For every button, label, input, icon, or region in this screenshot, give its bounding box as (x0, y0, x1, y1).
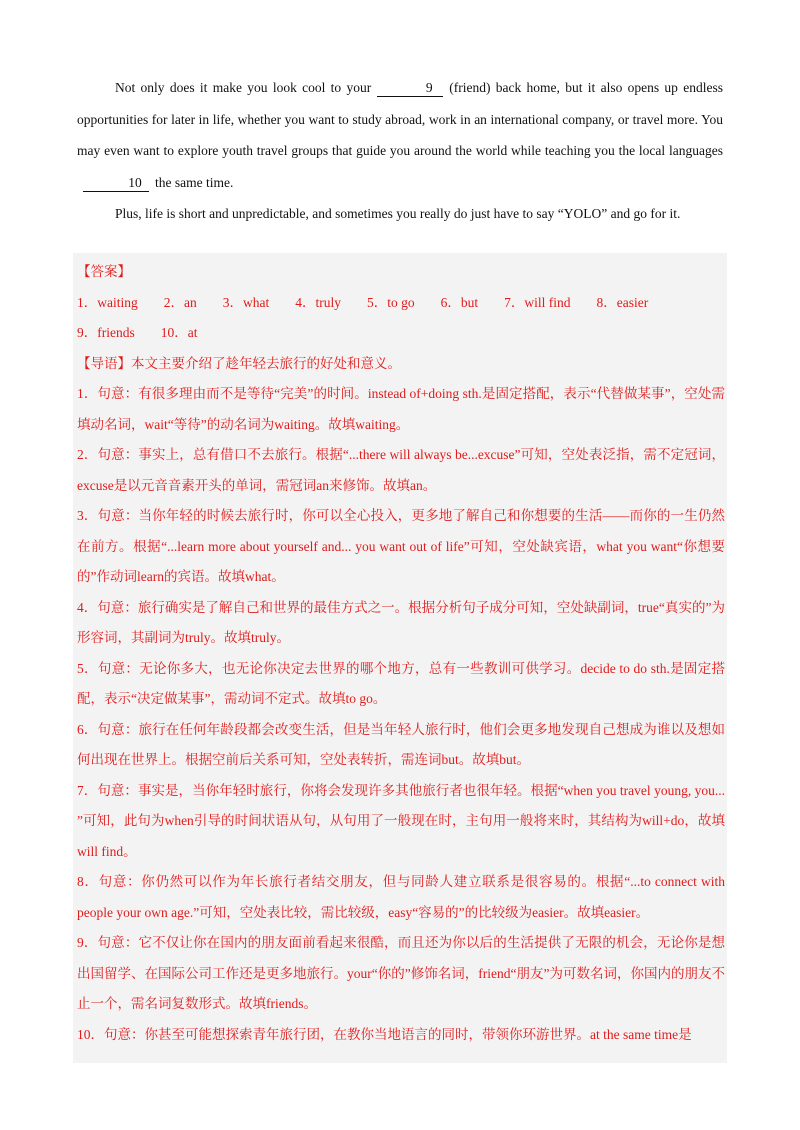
answer-box (73, 253, 727, 1063)
passage-paragraph-2: Plus, life is short and unpredictable, and sometimes you really do just have to say “YOLO” and go for it. (115, 206, 681, 221)
explanation-5: 5．句意：无论你多大，也无论你决定去世界的哪个地方，总有一些教训可供学习。decide to do sth.是固定搭配，表示“决定做某事”，需动词不定式。故填to go。 (77, 660, 725, 706)
passage-paragraph-1 (77, 72, 723, 198)
answer-content (77, 257, 725, 1050)
explanation-1: 1．句意：有很多理由而不是等待“完美”的时间。instead of+doing sth.是固定搭配，表示“代替做某事”，空处需填动名词，wait“等待”的动名词为waiting。故填waiting。 (77, 386, 725, 432)
answer-item: 10．at (160, 325, 198, 340)
answer-item: 6．but (440, 294, 479, 310)
explanation-3: 3．句意：当你年轻的时候去旅行时，你可以全心投入，更多地了解自己和你想要的生活——而你的一生仍然在前方。根据“...learn more about yourself and... you want out of life”可知，空处缺宾语，what you want“你想要的”作动词learn的宾语。故填what。 (77, 508, 725, 584)
blank-10: 10 (83, 175, 149, 192)
answer-item: 5．to go (367, 294, 415, 310)
blank-9: 9 (377, 80, 443, 97)
explanation-6: 6．句意：旅行在任何年龄段都会改变生活，但是当年轻人旅行时，他们会更多地发现自己想成为谁以及想如何出现在世界上。根据空前后关系可知，空处表转折，需连词but。故填but。 (77, 721, 725, 767)
explanation-2: 2．句意：事实上，总有借口不去旅行。根据“...there will always be...excuse”可知，空处表泛指，需不定冠词，excuse是以元音音素开头的单词，需冠词an来修饰。故填an。 (77, 447, 725, 493)
passage-text: (friend) back home, but it also opens up endless opportunities for later in life, whether you want to study abroad, work in an international company, or travel more. You may even want to explore youth travel groups that guide you around the world while teaching you the local languages (77, 80, 723, 158)
answer-item: 8．easier (596, 294, 649, 310)
passage-text: Not only does it make you look cool to your (115, 80, 372, 95)
answer-header: 【答案】 (77, 264, 131, 279)
passage (77, 72, 723, 230)
explanation-7: 7．句意：事实是，当你年轻时旅行，你将会发现许多其他旅行者也很年轻。根据“when you travel young, you... ”可知，此句为when引导的时间状语从句，从句用了一般现在时，主句用一般将来时，其结构为will+do，故填will find。 (77, 782, 725, 859)
answer-item: 2．an (163, 294, 197, 310)
answer-item: 4．truly (295, 294, 341, 310)
answer-item: 9．friends (77, 325, 135, 340)
explanation-8: 8．句意：你仍然可以作为年长旅行者结交朋友，但与同龄人建立联系是很容易的。根据“...to connect with people your own age.”可知，空处表比较，需比较级，easy“容易的”的比较级为easier。故填easier。 (77, 874, 725, 920)
answer-item: 7．will find (504, 294, 571, 310)
explanation-9: 9．句意：它不仅让你在国内的朋友面前看起来很酷，而且还为你以后的生活提供了无限的机会，无论你是想出国留学、在国际公司工作还是更多地旅行。your“你的”修饰名词，friend“朋友”为可数名词，你国内的朋友不止一个，需名词复数形式。故填friends。 (77, 935, 725, 1011)
answer-item: 3．what (222, 294, 270, 310)
explanation-10: 10．句意：你甚至可能想探索青年旅行团，在教你当地语言的同时，带领你环游世界。at the same time是 (77, 1026, 692, 1042)
answer-row-2 (77, 318, 725, 349)
guide-text: 【导语】本文主要介绍了趁年轻去旅行的好处和意义。 (77, 355, 401, 371)
passage-text: the same time. (155, 174, 234, 190)
answer-row-1 (77, 288, 725, 319)
explanation-4: 4．句意：旅行确实是了解自己和世界的最佳方式之一。根据分析句子成分可知，空处缺副词，true“真实的”为形容词，其副词为truly。故填truly。 (77, 599, 725, 645)
answer-item: 1．waiting (77, 294, 138, 310)
